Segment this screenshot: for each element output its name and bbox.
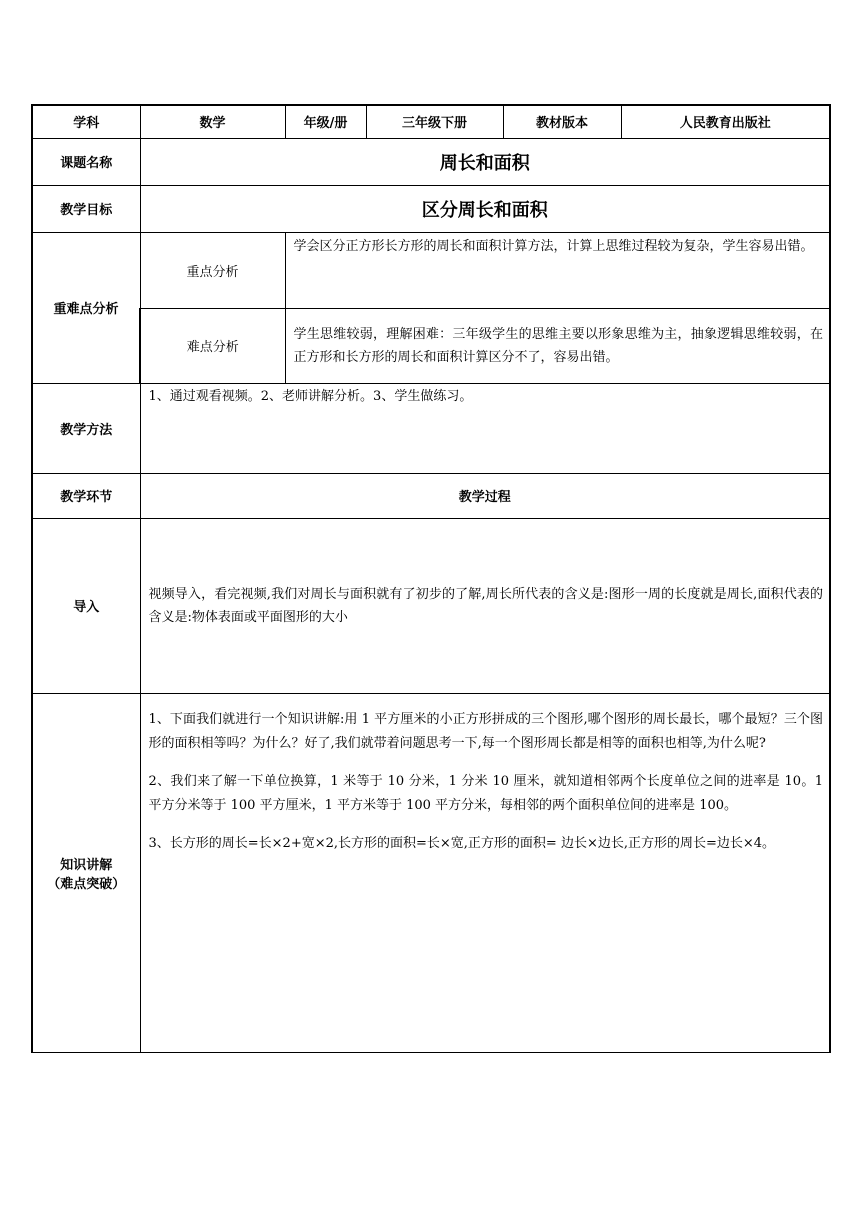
key-point-text: 学会区分正方形长方形的周长和面积计算方法，计算上思维过程较为复杂，学生容易出错。	[285, 232, 830, 308]
knowledge-paragraph-2: 2、我们来了解一下单位换算，1 米等于 10 分米，1 分米 10 厘米，就知道相邻两个长度单位之间的进率是 10。1 平方分米等于 100 平方厘米，1 平方米等于 100 平方分米，每相邻的两个面积单位间的进率是 100。	[148, 773, 823, 813]
key-point-label: 重点分析	[140, 232, 285, 308]
method-label: 教学方法	[32, 383, 140, 473]
knowledge-label	[32, 693, 140, 1052]
process-label: 教学过程	[140, 473, 830, 518]
key-point-row	[32, 232, 830, 308]
intro-text: 视频导入，看完视频,我们对周长与面积就有了初步的了解,周长所代表的含义是:图形一周的长度就是周长,面积代表的含义是:物体表面或平面图形的大小	[140, 518, 830, 693]
stage-label: 教学环节	[32, 473, 140, 518]
knowledge-paragraph-1: 1、下面我们就进行一个知识讲解:用 1 平方厘米的小正方形拼成的三个图形,哪个图形的周长最长，哪个最短？三个图形的面积相等吗？为什么？好了,我们就带着问题思考一下,每一个图形周长都是相等的面积也相等,为什么呢?	[148, 711, 823, 751]
topic-value: 周长和面积	[140, 138, 830, 185]
knowledge-paragraph-3: 3、长方形的周长=长×2+宽×2,长方形的面积=长×宽,正方形的面积= 边长×边长,正方形的周长=边长×4。	[148, 835, 776, 851]
knowledge-label-line2: （难点突破）	[47, 876, 126, 892]
goal-row	[32, 185, 830, 232]
grade-value: 三年级下册	[366, 105, 503, 138]
topic-label: 课题名称	[32, 138, 140, 185]
knowledge-content	[140, 693, 830, 1052]
intro-label: 导入	[32, 518, 140, 693]
subject-value: 数学	[140, 105, 285, 138]
intro-row	[32, 518, 830, 693]
difficulty-label: 难点分析	[140, 308, 285, 383]
goal-label: 教学目标	[32, 185, 140, 232]
lesson-plan-table	[31, 104, 831, 1053]
analysis-label: 重难点分析	[32, 232, 140, 383]
process-header-row	[32, 473, 830, 518]
goal-value: 区分周长和面积	[140, 185, 830, 232]
grade-label: 年级/册	[285, 105, 366, 138]
subject-label: 学科	[32, 105, 140, 138]
difficulty-text: 学生思维较弱，理解困难：三年级学生的思维主要以形象思维为主，抽象逻辑思维较弱，在正方形和长方形的周长和面积计算区分不了，容易出错。	[285, 308, 830, 383]
topic-row	[32, 138, 830, 185]
method-row	[32, 383, 830, 473]
header-row	[32, 105, 830, 138]
knowledge-row	[32, 693, 830, 1052]
knowledge-label-line1: 知识讲解	[60, 857, 113, 873]
edition-value: 人民教育出版社	[621, 105, 830, 138]
edition-label: 教材版本	[503, 105, 621, 138]
difficulty-row	[32, 308, 830, 383]
method-text: 1、通过观看视频。2、老师讲解分析。3、学生做练习。	[140, 383, 830, 473]
